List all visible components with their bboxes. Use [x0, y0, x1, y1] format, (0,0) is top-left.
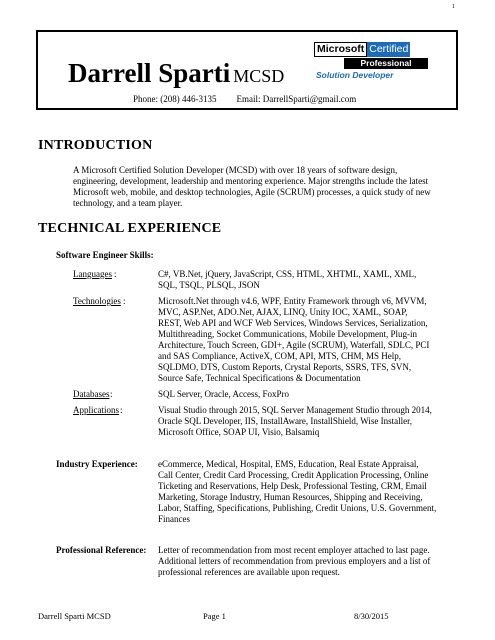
- credential: MCSD: [233, 66, 285, 86]
- email: Email: DarrellSparti@gmail.com: [236, 94, 357, 104]
- databases-colon: :: [110, 389, 113, 399]
- value-line: Ticketing and Reservations, Help Desk, Professional Testing, CRM, Email: [158, 481, 427, 491]
- value-line: REST, Web API and WCF Web Services, Windows Services, Serialization,: [158, 318, 428, 328]
- skills-subheading: Software Engineer Skills:: [56, 250, 154, 260]
- introduction-heading: INTRODUCTION: [38, 138, 153, 153]
- value-line: Oracle SQL Developer, IIS, InstallAware, InstallShield, Wise Installer,: [158, 416, 413, 426]
- languages-value: [158, 269, 458, 291]
- value-line: Multithreading, Socket Communications, Mobile Development, Plug-in: [158, 329, 417, 339]
- value-line: SQLDMO, DTS, Custom Reports, Crystal Reports, SSRS, TFS, SVN,: [158, 362, 412, 372]
- footer-page: Page 1: [203, 611, 226, 621]
- logo-professional: Professional: [344, 58, 428, 69]
- microsoft-certified-logo: [314, 42, 430, 80]
- professional-reference-label: Professional Reference:: [56, 545, 147, 555]
- logo-certified: Certified: [369, 43, 409, 55]
- applications-value: [158, 405, 458, 438]
- intro-line: technology, and a team player.: [73, 198, 183, 208]
- value-line: Finances: [158, 514, 190, 524]
- logo-brand: Microsoft: [314, 42, 367, 57]
- header-box: [36, 30, 458, 110]
- industry-experience-label: Industry Experience:: [56, 459, 138, 469]
- intro-line: A Microsoft Certified Solution Developer (MCSD) with over 18 years of software design,: [73, 165, 398, 175]
- value-line: Architecture, Touch Screen, GDI+, Agile (SCRUM), Waterfall, SDLC, PCI: [158, 340, 430, 350]
- value-line: Call Center, Credit Card Processing, Credit Application Processing, Online: [158, 470, 429, 480]
- applications-colon: :: [120, 405, 123, 415]
- value-line: SQL Server, Oracle, Access, FoxPro: [158, 389, 290, 399]
- intro-line: engineering, development, leadership and mentoring experience. Major strengths include the latest: [73, 176, 429, 186]
- value-line: SQL, TSQL, PLSQL, JSON: [158, 280, 260, 290]
- top-page-number: 1: [452, 4, 455, 10]
- industry-experience-value: [158, 459, 458, 525]
- value-line: Visual Studio through 2015, SQL Server Management Studio through 2014,: [158, 405, 432, 415]
- technical-experience-heading: TECHNICAL EXPERIENCE: [38, 221, 222, 236]
- technologies-label: Technologies: [73, 296, 121, 306]
- phone: Phone: (208) 446-3135: [133, 94, 217, 104]
- value-line: Source Safe, Technical Specifications & Documentation: [158, 373, 361, 383]
- value-line: Marketing, Storage Industry, Human Resources, Shipping and Receiving,: [158, 492, 423, 502]
- value-line: Additional letters of recommendation from previous employers and a list of: [158, 556, 431, 566]
- value-line: Letter of recommendation from most recent employer attached to last page.: [158, 545, 430, 555]
- value-line: Microsoft Office, SOAP UI, Visio, Balsamiq: [158, 427, 320, 437]
- value-line: and SAS Compliance, ActiveX, COM, API, MTS, CHM, MS Help,: [158, 351, 402, 361]
- footer-author: Darrell Sparti MCSD: [38, 611, 111, 621]
- technologies-colon: :: [123, 296, 126, 306]
- value-line: Labor, Staffing, Specifications, Publishing, Credit Unions, U.S. Government,: [158, 503, 437, 513]
- contact-line: [133, 94, 356, 104]
- value-line: C#, VB.Net, jQuery, JavaScript, CSS, HTML, XHTML, XAML, XML,: [158, 269, 417, 279]
- logo-solution-developer: Solution Developer: [316, 70, 394, 80]
- value-line: MVC, ASP.Net, ADO.Net, AJAX, LINQ, Unity IOC, XAML, SOAP,: [158, 307, 408, 317]
- languages-label: Languages: [73, 269, 112, 279]
- professional-reference-value: [158, 545, 458, 578]
- languages-colon: :: [114, 269, 117, 279]
- candidate-name: Darrell Sparti MCSD: [68, 58, 285, 88]
- value-line: Microsoft.Net through v4.6, WPF, Entity Framework through v6, MVVM,: [158, 296, 427, 306]
- applications-label: Applications: [73, 405, 119, 415]
- databases-value: [158, 389, 458, 400]
- intro-line: Microsoft web, mobile, and desktop technologies, Agile (SCRUM) processes, a quick study of new: [73, 187, 431, 197]
- value-line: eCommerce, Medical, Hospital, EMS, Education, Real Estate Appraisal,: [158, 459, 419, 469]
- databases-label: Databases: [73, 389, 110, 399]
- value-line: professional references are available upon request.: [158, 567, 340, 577]
- footer-date: 8/30/2015: [354, 611, 389, 621]
- technologies-value: [158, 296, 458, 384]
- introduction-paragraph: [73, 165, 458, 209]
